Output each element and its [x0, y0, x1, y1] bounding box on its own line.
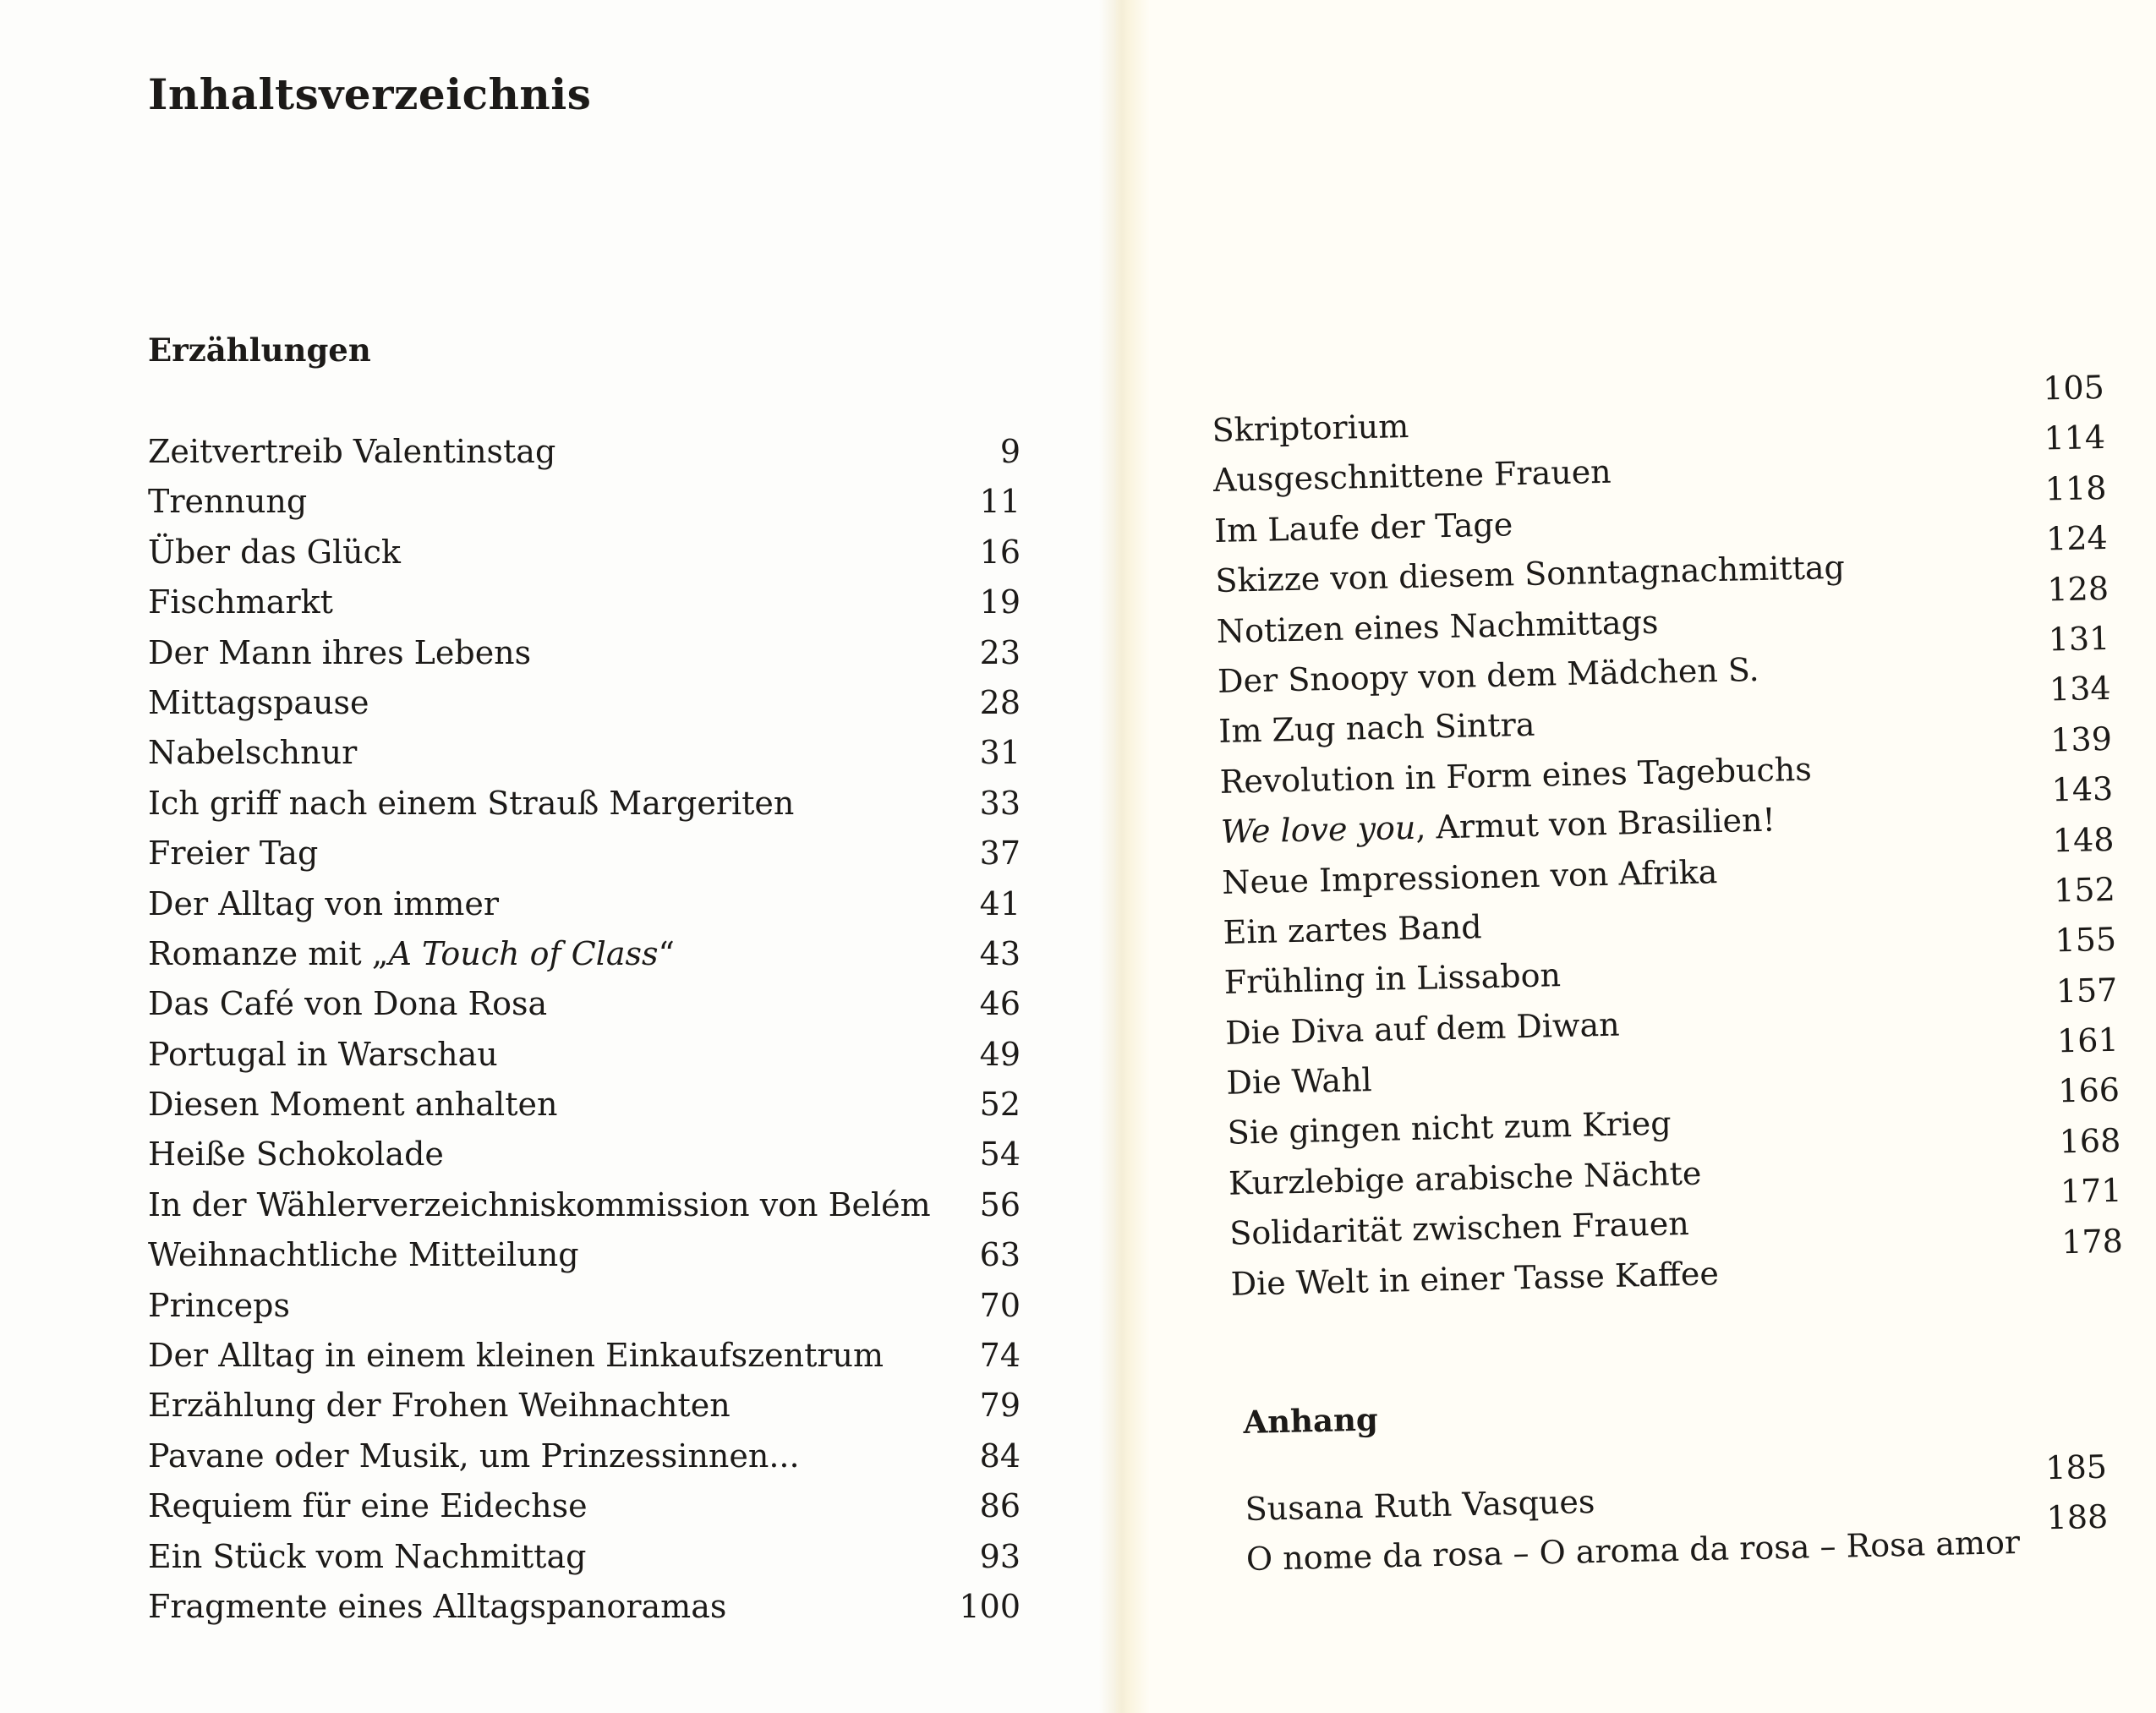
toc-entry-page: 139: [2049, 720, 2113, 759]
toc-entry: [148, 678, 1021, 728]
toc-entry-page: 185: [2044, 1448, 2108, 1487]
toc-entry-title: Sie gingen nicht zum Krieg: [1227, 1104, 1672, 1152]
toc-entry: [148, 528, 1021, 577]
toc-entry-page: 46: [979, 985, 1021, 1023]
toc-entry-title-italic: A Touch of Class: [388, 934, 659, 972]
toc-entry: [148, 779, 1021, 829]
toc-entry-page: 188: [2046, 1498, 2109, 1537]
toc-entry: [148, 1532, 1021, 1582]
toc-entry: [148, 1130, 1021, 1179]
toc-list-left: [148, 427, 1021, 1632]
toc-entry-page: 128: [2046, 569, 2109, 609]
toc-entry-page: 105: [2042, 368, 2105, 408]
toc-entry-title: In der Wählerverzeichniskommission von Belém: [148, 1185, 931, 1223]
toc-entry-page: 63: [979, 1236, 1021, 1274]
toc-entry-page: 52: [979, 1086, 1021, 1124]
appendix-section: [1243, 1385, 2109, 1585]
toc-entry-page: 93: [979, 1537, 1021, 1575]
toc-entry: [148, 1331, 1021, 1381]
section-heading-stories: Erzählungen: [148, 331, 371, 369]
toc-entry-page: 178: [2060, 1222, 2124, 1261]
toc-entry-title: Die Wahl: [1225, 1061, 1373, 1102]
toc-entry-title: Princeps: [148, 1286, 290, 1324]
toc-entry-page: 37: [979, 835, 1021, 873]
toc-entry-page: 43: [979, 934, 1021, 972]
toc-entry: [148, 1281, 1021, 1331]
toc-entry-page: 28: [979, 683, 1021, 721]
toc-entry: [148, 1030, 1021, 1080]
toc-entry: [148, 1582, 1021, 1632]
toc-entry-title: Fragmente eines Alltagspanoramas: [148, 1587, 727, 1625]
toc-entry-page: 54: [979, 1136, 1021, 1174]
toc-entry-title: Trennung: [148, 483, 308, 521]
toc-entry-page: 9: [999, 433, 1021, 470]
toc-entry-page: 41: [979, 884, 1021, 922]
toc-entry-page: 33: [979, 784, 1021, 822]
toc-entry-title: Im Zug nach Sintra: [1218, 706, 1535, 751]
toc-entry-title: Das Café von Dona Rosa: [148, 985, 548, 1023]
toc-entry-title: Ein Stück vom Nachmittag: [148, 1537, 587, 1575]
toc-entry: [148, 1180, 1021, 1230]
toc-entry-page: 131: [2048, 619, 2110, 659]
toc-entry: [148, 577, 1021, 627]
toc-entry: [148, 728, 1021, 778]
toc-list-appendix: [1245, 1448, 2109, 1585]
toc-entry-page: 74: [979, 1337, 1021, 1375]
toc-entry-page: 31: [979, 734, 1021, 772]
toc-entry-page: 23: [979, 633, 1021, 671]
toc-entry-page: 70: [979, 1286, 1021, 1324]
toc-entry: [148, 1230, 1021, 1280]
toc-entry: [148, 979, 1021, 1029]
toc-entry-title: Solidarität zwischen Frauen: [1228, 1205, 1690, 1253]
toc-entry-title-suffix: , Armut von Brasilien!: [1415, 801, 1776, 846]
toc-entry-page: 134: [2049, 670, 2112, 709]
toc-entry-title: Im Laufe der Tage: [1213, 506, 1513, 550]
toc-entry-page: 124: [2045, 519, 2109, 558]
section-heading-appendix: Anhang: [1243, 1400, 1379, 1441]
toc-entry-title: Nabelschnur: [148, 734, 358, 772]
toc-entry-title: Neue Impressionen von Afrika: [1221, 852, 1718, 901]
toc-entry: [148, 829, 1021, 878]
toc-entry-page: 157: [2055, 971, 2118, 1010]
toc-entry-page: 171: [2060, 1171, 2122, 1211]
toc-entry-title: Über das Glück: [148, 533, 401, 571]
toc-entry-title: Kurzlebige arabische Nächte: [1228, 1154, 1702, 1202]
toc-entry: [148, 929, 1021, 979]
toc-entry-page: 84: [979, 1437, 1021, 1475]
toc-entry-page: 114: [2044, 419, 2106, 457]
book-gutter: [1099, 0, 1150, 1713]
toc-entry-page: 152: [2053, 870, 2116, 910]
toc-entry-title: Zeitvertreib Valentinstag: [148, 433, 556, 470]
toc-entry-page: 11: [979, 483, 1021, 521]
toc-entry: [148, 879, 1021, 929]
toc-entry-page: 143: [2051, 769, 2114, 809]
toc-entry-title-suffix: “: [658, 934, 675, 972]
toc-entry-page: 19: [979, 583, 1021, 621]
toc-entry-title: Fischmarkt: [148, 583, 333, 621]
toc-entry: [148, 628, 1021, 678]
toc-entry-title: Ich griff nach einem Strauß Margeriten: [148, 784, 795, 822]
toc-entry-title: Der Mann ihres Lebens: [148, 633, 532, 671]
toc-entry-title: Weihnachtliche Mitteilung: [148, 1236, 579, 1274]
page-title: Inhaltsverzeichnis: [148, 69, 592, 119]
toc-entry-title: Heiße Schokolade: [148, 1136, 444, 1174]
toc-entry-page: 100: [959, 1587, 1021, 1625]
toc-entry: [148, 1080, 1021, 1130]
toc-entry-page: 16: [979, 533, 1021, 571]
toc-entry-title: Ausgeschnittene Frauen: [1212, 453, 1612, 500]
toc-entry-title: [148, 929, 675, 979]
toc-entry-title: Diesen Moment anhalten: [148, 1086, 558, 1124]
toc-entry-page: 79: [979, 1387, 1021, 1425]
toc-entry-title: Portugal in Warschau: [148, 1035, 498, 1073]
toc-entry-title: Skizze von diesem Sonntagnachmittag: [1215, 548, 1846, 600]
toc-entry-title: Frühling in Lissabon: [1223, 956, 1562, 1002]
toc-entry-page: 86: [979, 1487, 1021, 1525]
toc-entry-page: 56: [979, 1185, 1021, 1223]
toc-entry-title: Die Welt in einer Tasse Kaffee: [1230, 1254, 1720, 1303]
toc-entry-title: Erzählung der Frohen Weihnachten: [148, 1387, 731, 1425]
toc-entry-title: Der Snoopy von dem Mädchen S.: [1217, 650, 1760, 700]
toc-entry-title: Der Alltag von immer: [148, 884, 500, 922]
toc-entry-title: O nome da rosa – O aroma da rosa – Rosa amor: [1245, 1524, 2021, 1579]
toc-entry: [148, 477, 1021, 527]
toc-entry-title-italic: We love you: [1220, 808, 1416, 851]
toc-entry: [148, 1381, 1021, 1431]
toc-entry-title: Notizen eines Nachmittags: [1216, 603, 1659, 650]
toc-entry-title: Susana Ruth Vasques: [1245, 1482, 1595, 1528]
toc-entry-page: 148: [2052, 820, 2115, 859]
toc-entry-page: 161: [2056, 1021, 2120, 1060]
toc-entry-page: 166: [2057, 1071, 2120, 1110]
toc-list-right: [1212, 368, 2124, 1310]
toc-entry-title: Revolution in Form eines Tagebuchs: [1219, 750, 1813, 801]
toc-entry: [148, 1431, 1021, 1481]
toc-entry: [148, 1481, 1021, 1531]
toc-entry-page: 155: [2055, 921, 2117, 960]
toc-entry-title: Die Diva auf dem Diwan: [1224, 1005, 1621, 1052]
toc-entry-title: Requiem für eine Eidechse: [148, 1487, 588, 1525]
toc-entry-title: Ein zartes Band: [1223, 908, 1483, 951]
toc-entry: [148, 427, 1021, 477]
toc-entry-title: Freier Tag: [148, 835, 319, 873]
toc-entry-page: 118: [2044, 468, 2107, 508]
toc-entry-page: 49: [979, 1035, 1021, 1073]
toc-entry-page: 168: [2059, 1121, 2121, 1161]
toc-entry-title: Pavane oder Musik, um Prinzessinnen...: [148, 1437, 800, 1475]
toc-entry-title-prefix: Romanze mit „: [148, 934, 389, 972]
toc-entry-title: Mittagspause: [148, 683, 369, 721]
toc-entry-title: Skriptorium: [1212, 407, 1409, 449]
toc-entry-title: Der Alltag in einem kleinen Einkaufszentrum: [148, 1337, 884, 1375]
